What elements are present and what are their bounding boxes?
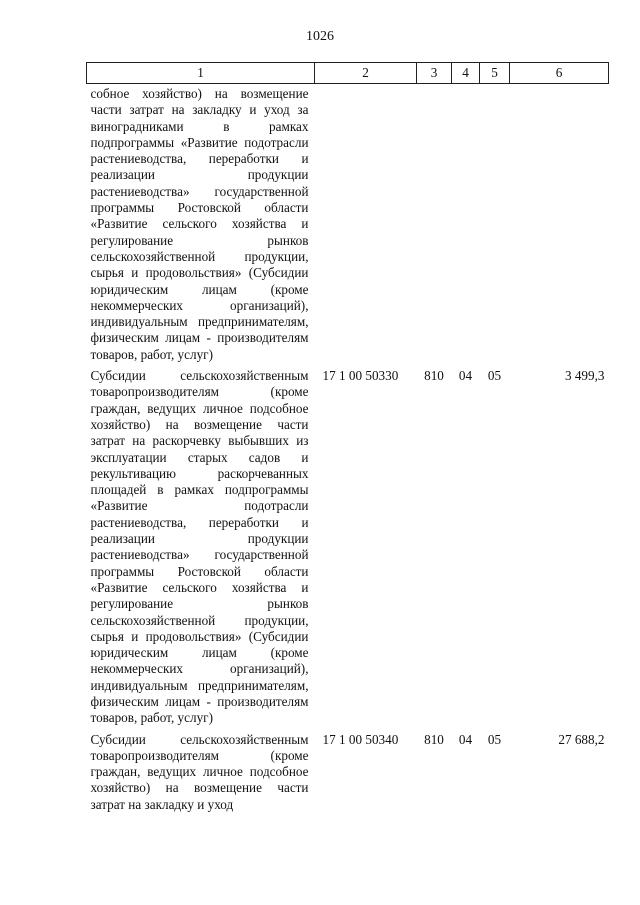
- row-subsection: 05: [487, 368, 502, 384]
- row-description: Субсидии сельскохозяйственным товаропроизводителям (кроме граждан, ведущих личное подсобное хозяйство) на возмещение части затрат на закладку и уход: [90, 731, 309, 812]
- row-amount: 27 688,2: [558, 731, 605, 747]
- table-row: [87, 366, 609, 730]
- column-header-4: 4: [452, 63, 480, 84]
- budget-table: [86, 62, 609, 816]
- column-header-1: 1: [87, 63, 315, 84]
- column-header-6: 6: [510, 63, 609, 84]
- row-section: 04: [458, 368, 473, 384]
- row-amount: 3 499,3: [564, 368, 605, 384]
- row-section: [452, 84, 480, 367]
- column-header-5: 5: [480, 63, 510, 84]
- row-target-code: [315, 84, 417, 367]
- row-subsection: 05: [487, 731, 502, 747]
- column-header-2: 2: [315, 63, 417, 84]
- row-description: Субсидии сельскохозяйственным товаропроизводителям (кроме граждан, ведущих личное подсобное хозяйство) на возмещение части затрат на раскорчевку выбывших из эксплуатации старых садов и рекультивацию раскорчеванных площадей в рамках подпрограммы «Развитие подотрасли растениеводства, переработки и реализации продукции растениеводства» государственной программы Ростовской области «Развитие сельского хозяйства и регулирование рынков сельскохозяйственной продукции, сырья и продовольствия» (Субсидии юридическим лицам (кроме некоммерческих организаций), индивидуальным предпринимателям, физическим лицам - производителям товаров, работ, услуг): [90, 368, 309, 726]
- row-target-code: 17 1 00 50340: [322, 731, 399, 747]
- row-subsection: [480, 84, 510, 367]
- budget-table-container: [86, 62, 608, 816]
- row-expense-type: 810: [424, 731, 444, 747]
- table-row: [87, 84, 609, 367]
- row-expense-type: 810: [424, 368, 444, 384]
- column-header-3: 3: [417, 63, 452, 84]
- page-number: 1026: [306, 29, 334, 44]
- row-section: 04: [458, 731, 473, 747]
- table-row: [87, 730, 609, 816]
- row-expense-type: [417, 84, 452, 367]
- row-target-code: 17 1 00 50330: [322, 368, 399, 384]
- row-description: собное хозяйство) на возмещение части затрат на закладку и уход за виноградниками в рамках подпрограммы «Развитие подотрасли растениеводства, переработки и реализации продукции растениеводства» государственной программы Ростовской области «Развитие сельского хозяйства и регулирование рынков сельскохозяйственной продукции, сырья и продовольствия» (Субсидии юридическим лицам (кроме некоммерческих организаций), индивидуальным предпринимателям, физическим лицам - производителям товаров, работ, услуг): [90, 86, 309, 362]
- row-amount: [510, 84, 609, 367]
- header-row: [87, 63, 609, 84]
